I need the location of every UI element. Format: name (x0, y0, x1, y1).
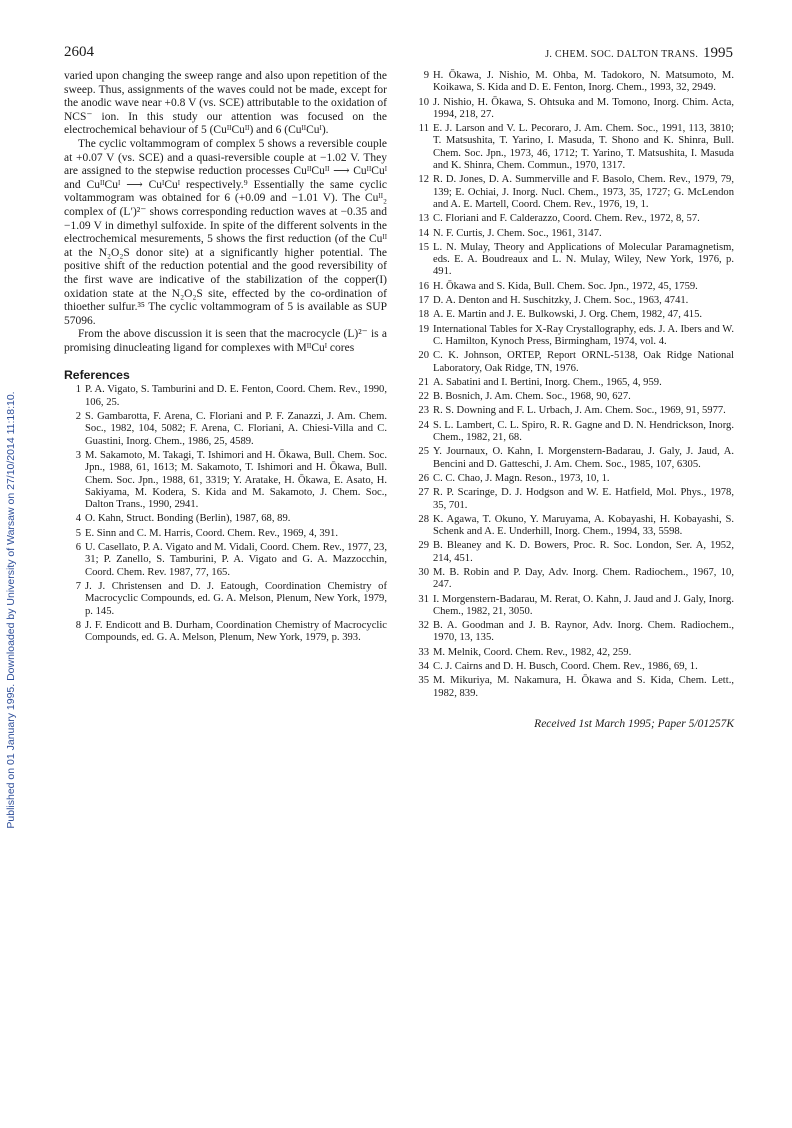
reference-text: J. J. Christensen and D. J. Eatough, Coordination Chemistry of Macrocyclic Compounds, ed. G. A. Melson, Plenum, New York, 1979, p. 145. (85, 580, 387, 617)
reference-item (412, 487, 734, 512)
reference-item (412, 295, 734, 307)
reference-number: 14 (418, 227, 429, 239)
reference-item (412, 242, 734, 279)
reference-list-left (64, 384, 387, 644)
reference-item (412, 377, 734, 389)
reference-item (412, 174, 734, 211)
reference-item (412, 661, 734, 673)
journal-year: 1995 (703, 45, 733, 61)
received-line: Received 1st March 1995; Paper 5/01257K (534, 717, 734, 730)
reference-number: 16 (418, 280, 429, 292)
reference-list-right (412, 70, 734, 700)
reference-number: 28 (418, 513, 429, 525)
download-note-text[interactable]: Published on 01 January 1995. Downloaded by University of Warsaw on 27/10/2014 11:18:10. (5, 391, 17, 829)
right-column (412, 70, 734, 730)
reference-number: 13 (418, 213, 429, 225)
reference-item (412, 473, 734, 485)
reference-item (412, 70, 734, 95)
reference-number: 11 (418, 123, 429, 135)
reference-text: U. Casellato, P. A. Vigato and M. Vidali, Coord. Chem. Rev., 1977, 23, 31; P. Zanello, S. Tamburini, P. A. Vigato and G. A. Mazzocchin, Coord. Chem. Rev. 1987, 77, 165. (85, 542, 387, 578)
reference-text: C. J. Cairns and D. H. Busch, Coord. Chem. Rev., 1986, 69, 1. (433, 661, 698, 673)
reference-text: M. Mikuriya, M. Nakamura, H. Ōkawa and S. Kida, Chem. Lett., 1982, 839. (433, 675, 734, 699)
reference-item (64, 581, 387, 618)
reference-text: J. F. Endicott and B. Durham, Coordination Chemistry of Macrocyclic Compounds, ed. G. A. Melson, Plenum, New York, 1979, p. 393. (85, 619, 387, 644)
reference-item (64, 528, 387, 540)
reference-text: E. Sinn and C. M. Harris, Coord. Chem. Rev., 1969, 4, 391. (85, 527, 338, 539)
reference-number: 17 (418, 295, 429, 307)
reference-item (412, 420, 734, 445)
reference-number: 32 (418, 620, 429, 632)
reference-number: 6 (75, 542, 81, 554)
reference-number: 15 (418, 241, 429, 253)
reference-item (412, 567, 734, 592)
reference-number: 21 (418, 376, 429, 388)
reference-item (64, 620, 387, 645)
reference-number: 1 (75, 384, 81, 396)
reference-text: H. Ōkawa, J. Nishio, M. Ohba, M. Tadokoro, N. Matsumoto, M. Koikawa, S. Kida and D. E. Fenton, Inorg. Chem., 1993, 32, 2949. (433, 70, 734, 94)
reference-number: 29 (418, 540, 429, 552)
reference-text: K. Agawa, T. Okuno, Y. Maruyama, A. Kobayashi, H. Kobayashi, S. Schenk and A. E. Underhill, Inorg. Chem., 1994, 33, 5598. (433, 513, 734, 538)
reference-item (412, 97, 734, 122)
reference-text: International Tables for X-Ray Crystallography, eds. J. A. Ibers and W. C. Hamilton, Kynoch Press, Birmingham, 1974, vol. 4. (433, 323, 734, 347)
reference-item (412, 123, 734, 172)
reference-text: N. F. Curtis, J. Chem. Soc., 1961, 3147. (433, 227, 602, 239)
reference-number: 23 (418, 405, 429, 417)
reference-item (412, 405, 734, 417)
reference-number: 18 (418, 309, 429, 321)
reference-text: H. Ōkawa and S. Kida, Bull. Chem. Soc. Jpn., 1972, 45, 1759. (433, 280, 698, 292)
reference-text: I. Morgenstern-Badarau, M. Rerat, O. Kahn, J. Jaud and J. Galy, Inorg. Chem., 1982, 21, 3050. (433, 593, 734, 617)
reference-number: 35 (418, 675, 429, 687)
reference-text: R. S. Downing and F. L. Urbach, J. Am. Chem. Soc., 1969, 91, 5977. (433, 405, 726, 417)
reference-item (412, 213, 734, 225)
reference-item (412, 647, 734, 659)
page-number: 2604 (64, 44, 94, 60)
reference-number: 3 (75, 449, 81, 461)
reference-item (412, 620, 734, 645)
reference-number: 24 (418, 419, 429, 431)
left-column (64, 70, 387, 646)
reference-text: C. Floriani and F. Calderazzo, Coord. Chem. Rev., 1972, 8, 57. (433, 213, 700, 225)
reference-text: M. Sakamoto, M. Takagi, T. Ishimori and H. Ōkawa, Bull. Chem. Soc. Jpn., 1988, 61, 1613; M. Sakamoto, T. Ishimori and H. Ōkawa, Bull. Chem. Soc. Jpn., 1988, 61, 3319; Y. Aratake, H. Ōkawa, E. Asato, H. Sakiyama, M. Kodera, S. Kida and M. Sakamoto, J. Chem. Soc., Dalton Trans., 1990, 2941. (85, 449, 387, 511)
reference-item (412, 675, 734, 700)
reference-text: A. Sabatini and I. Bertini, Inorg. Chem., 1965, 4, 959. (433, 376, 662, 388)
reference-text: C. K. Johnson, ORTEP, Report ORNL-5138, Oak Ridge National Laboratory, Oak Ridge, TN, 1976. (433, 350, 734, 374)
running-head (545, 45, 733, 62)
reference-text: M. Melnik, Coord. Chem. Rev., 1982, 42, 259. (433, 646, 632, 658)
reference-text: O. Kahn, Struct. Bonding (Berlin), 1987, 68, 89. (85, 513, 291, 525)
reference-number: 19 (418, 323, 429, 335)
reference-number: 26 (418, 472, 429, 484)
reference-text: P. A. Vigato, S. Tamburini and D. E. Fenton, Coord. Chem. Rev., 1990, 106, 25. (85, 384, 387, 408)
reference-text: L. N. Mulay, Theory and Applications of Molecular Paramagnetism, eds. E. A. Boudreaux and L. N. Mulay, Wiley, New York, 1976, p. 491. (433, 241, 734, 278)
reference-text: R. D. Jones, D. A. Summerville and F. Basolo, Chem. Rev., 1979, 79, 139; E. Ochiai, J. Inorg. Nucl. Chem., 1973, 35, 1727; G. McLendon and A. E. Martell, Coord. Chem. Rev., 1976, 19, 1. (433, 174, 734, 210)
reference-text: B. A. Goodman and J. B. Raynor, Adv. Inorg. Chem. Radiochem., 1970, 13, 135. (433, 620, 734, 644)
reference-item (64, 384, 387, 409)
reference-item (412, 309, 734, 321)
reference-number: 34 (418, 661, 429, 673)
reference-number: 22 (418, 391, 429, 403)
reference-item (412, 324, 734, 349)
reference-text: B. Bleaney and K. D. Bowers, Proc. R. Soc. London, Ser. A, 1952, 214, 451. (433, 540, 734, 564)
reference-number: 8 (75, 619, 81, 631)
reference-text: A. E. Martin and J. E. Bulkowski, J. Org. Chem, 1982, 47, 415. (433, 309, 703, 321)
body-paragraph: varied upon changing the sweep range and also upon repetition of the sweep. Thus, assignments of the waves could not be made, except for the anodic wave near +0.8 V (vs. SCE) attributable to the oxidation of NCS⁻ ion. In this study our attention was focused on the electrochemical behaviour of 5 (CuᴵᴵCuᴵᴵ) and 6 (CuᴵᴵCuᴵ). (64, 70, 387, 137)
reference-number: 12 (418, 174, 429, 186)
reference-item (64, 450, 387, 511)
reference-item (412, 540, 734, 565)
reference-item (412, 594, 734, 619)
reference-number: 33 (418, 646, 429, 658)
reference-item (412, 514, 734, 539)
reference-item (412, 446, 734, 471)
reference-text: M. B. Robin and P. Day, Adv. Inorg. Chem. Radiochem., 1967, 10, 247. (433, 566, 734, 591)
reference-item (412, 228, 734, 240)
reference-text: Y. Journaux, O. Kahn, I. Morgenstern-Badarau, J. Galy, J. Jaud, A. Bencini and D. Gatteschi, J. Am. Chem. Soc., 1985, 107, 6305. (433, 446, 734, 470)
reference-item (412, 391, 734, 403)
reference-number: 7 (75, 580, 81, 592)
reference-number: 27 (418, 487, 429, 499)
reference-item (64, 513, 387, 525)
journal-name: J. CHEM. SOC. DALTON TRANS. (545, 49, 699, 60)
reference-number: 31 (418, 593, 429, 605)
reference-number: 4 (75, 513, 81, 525)
reference-number: 25 (418, 446, 429, 458)
reference-number: 5 (75, 527, 81, 539)
reference-text: C. C. Chao, J. Magn. Reson., 1973, 10, 1. (433, 472, 610, 484)
body-paragraph: The cyclic voltammogram of complex 5 shows a reversible couple at +0.07 V (vs. SCE) and a quasi-reversible couple at −1.02 V. They are assigned to the stepwise reduction processes CuᴵᴵCuᴵᴵ ⟶ CuᴵᴵCuᴵ and CuᴵᴵCuᴵ ⟶ CuᴵCuᴵ respectively.⁹ Essentially the same cyclic voltammogram was obtained for 6 (+0.09 and −1.01 V). The Cuᴵᴵ₂ complex of (L′)²⁻ shows corresponding reduction waves at −0.35 and −1.09 V in dimethyl sulfoxide. In spite of the different solvents in the electrochemical mesurements, 5 shows the first reduction (of the Cuᴵᴵ at the N₂O₂S donor site) at a significantly higher potential. The positive shift of the reduction potential and the good reversibility of the first wave are indicative of the stabilization of the copper(I) oxidation state at the N₂O₂S site, effected by the co-ordination of thioether sulfur.³⁵ The cyclic voltammogram of 5 is available as SUP 57096. (64, 137, 387, 327)
reference-text: J. Nishio, H. Ōkawa, S. Ohtsuka and M. Tomono, Inorg. Chim. Acta, 1994, 218, 27. (433, 96, 734, 120)
reference-text: B. Bosnich, J. Am. Chem. Soc., 1968, 90, 627. (433, 391, 631, 403)
reference-text: D. A. Denton and H. Suschitzky, J. Chem. Soc., 1963, 4741. (433, 295, 689, 307)
reference-text: R. P. Scaringe, D. J. Hodgson and W. E. Hatfield, Mol. Phys., 1978, 35, 701. (433, 487, 734, 511)
reference-item (412, 350, 734, 375)
download-note[interactable] (3, 260, 19, 960)
reference-number: 10 (418, 96, 429, 108)
reference-number: 9 (423, 70, 429, 81)
reference-number: 2 (75, 411, 81, 423)
reference-item (64, 542, 387, 579)
reference-item (412, 281, 734, 293)
reference-text: E. J. Larson and V. L. Pecoraro, J. Am. Chem. Soc., 1991, 113, 3810; T. Matsushita, T. Yarino, I. Masuda, T. Shono and K. Shinra, Bull. Chem. Soc. Jpn., 1973, 46, 1712; T. Yarino, T. Matsushita, I. Masuda and K. Shinra, Chem. Commun., 1970, 1317. (433, 123, 734, 172)
reference-number: 20 (418, 350, 429, 362)
reference-text: S. L. Lambert, C. L. Spiro, R. R. Gagne and D. N. Hendrickson, Inorg. Chem., 1982, 21, 68. (433, 419, 734, 444)
reference-number: 30 (418, 566, 429, 578)
reference-text: S. Gambarotta, F. Arena, C. Floriani and P. F. Zanazzi, J. Am. Chem. Soc., 1982, 104, 5082; F. Arena, C. Floriani, A. Chiesi-Villa and C. Guastini, Inorg. Chem., 1986, 25, 4589. (85, 411, 387, 447)
references-heading: References (64, 368, 130, 383)
body-paragraph: From the above discussion it is seen that the macrocycle (L)²⁻ is a promising dinucleating ligand for complexes with MᴵᴵCuᴵ cores (64, 328, 387, 354)
reference-item (64, 411, 387, 448)
